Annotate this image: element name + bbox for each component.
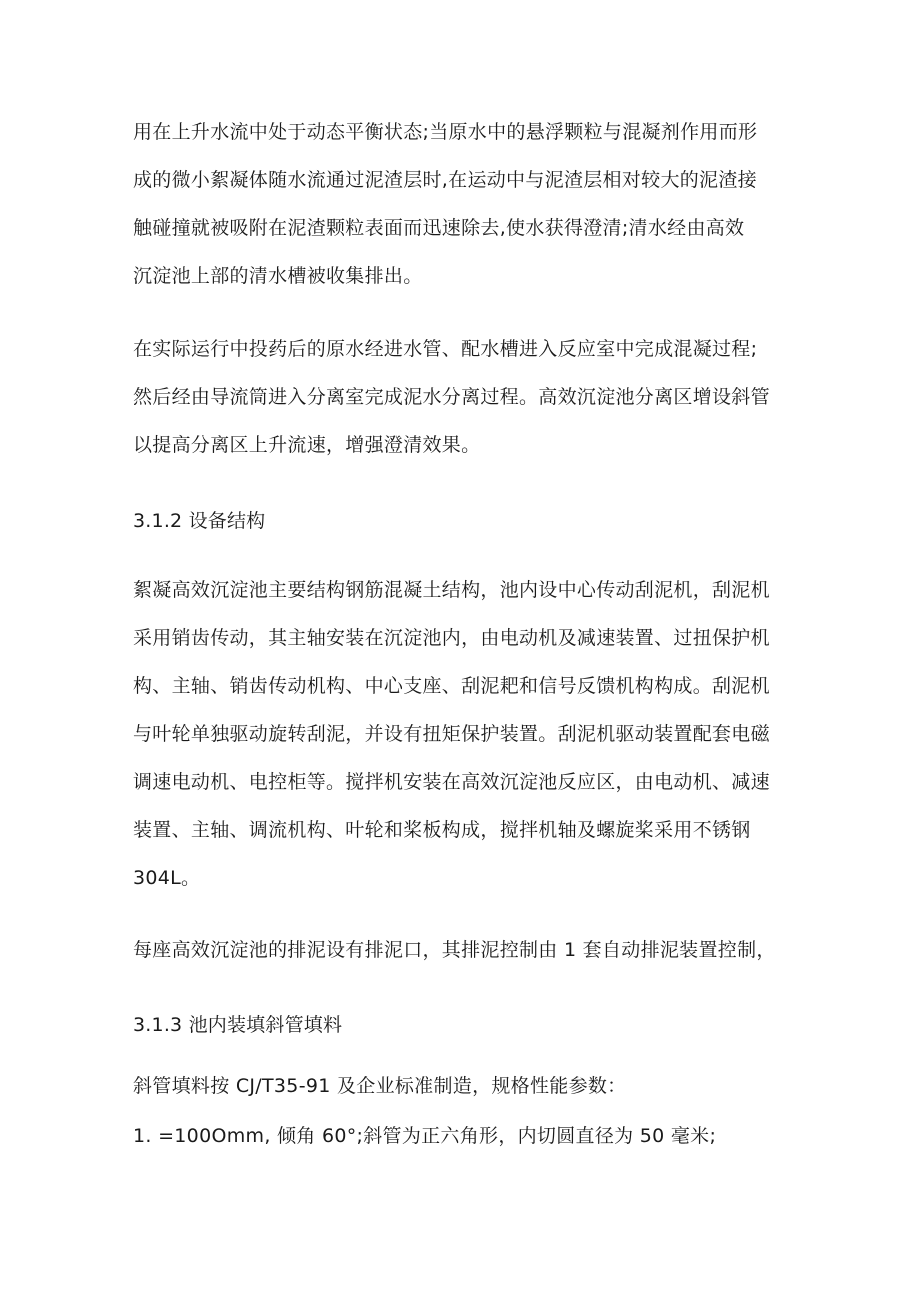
- paragraph-2-line-2: 然后经由导流筒进入分离室完成泥水分离过程。高效沉淀池分离区增设斜管: [133, 386, 770, 408]
- paragraph-1-line-3: 触碰撞就被吸附在泥渣颗粒表面而迅速除去,使水获得澄清;清水经由高效: [133, 217, 745, 239]
- paragraph-2-line-1: 在实际运行中投药后的原水经进水管、配水槽进入反应室中完成混凝过程;: [133, 338, 758, 360]
- section-heading-3-1-3: 3.1.3 池内装填斜管填料: [133, 1014, 343, 1036]
- paragraph-2-line-3: 以提高分离区上升流速，增强澄清效果。: [133, 434, 481, 456]
- paragraph-3-line-6: 装置、主轴、调流机构、叶轮和桨板构成，搅拌机轴及螺旋桨采用不锈钢: [133, 819, 751, 841]
- paragraph-1-line-4: 沉淀池上部的清水槽被收集排出。: [133, 265, 423, 287]
- paragraph-4-line-1: 每座高效沉淀池的排泥设有排泥口，其排泥控制由 1 套自动排泥装置控制，: [133, 939, 776, 961]
- paragraph-1-line-2: 成的微小絮凝体随水流通过泥渣层时,在运动中与泥渣层相对较大的泥渣接: [133, 169, 757, 191]
- paragraph-3-line-2: 采用销齿传动，其主轴安装在沉淀池内，由电动机及减速装置、过扭保护机: [133, 627, 770, 649]
- paragraph-3-line-3: 构、主轴、销齿传动机构、中心支座、刮泥耙和信号反馈机构构成。刮泥机: [133, 675, 770, 697]
- paragraph-1-line-1: 用在上升水流中处于动态平衡状态;当原水中的悬浮颗粒与混凝剂作用而形: [133, 121, 758, 143]
- paragraph-3-line-4: 与叶轮单独驱动旋转刮泥，并设有扭矩保护装置。刮泥机驱动装置配套电磁: [133, 723, 770, 745]
- paragraph-5-line-1: 斜管填料按 CJ/T35-91 及企业标准制造，规格性能参数：: [133, 1075, 627, 1097]
- paragraph-3-line-5: 调速电动机、电控柜等。搅拌机安装在高效沉淀池反应区，由电动机、减速: [133, 771, 770, 793]
- list-item-1: 1. =100Omm, 倾角 60°;斜管为正六角形，内切圆直径为 50 毫米;: [133, 1125, 717, 1147]
- section-heading-3-1-2: 3.1.2 设备结构: [133, 510, 266, 532]
- paragraph-3-line-1: 絮凝高效沉淀池主要结构钢筋混凝土结构，池内设中心传动刮泥机，刮泥机: [133, 579, 770, 601]
- paragraph-3-line-7: 304L。: [133, 867, 201, 889]
